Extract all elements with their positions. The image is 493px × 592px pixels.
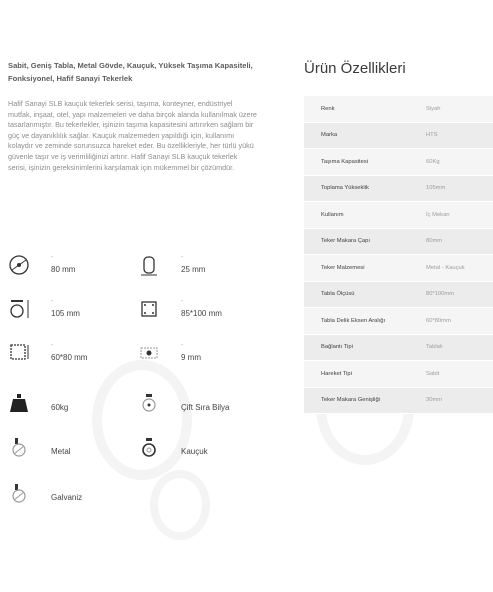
body-material-icon — [8, 436, 30, 458]
spec-item — [138, 342, 258, 376]
coating-icon — [8, 482, 30, 504]
spec-dash: - — [51, 254, 54, 261]
wheel-width-icon — [138, 254, 160, 276]
spec-value: 25 mm — [181, 265, 206, 274]
plate-size-icon — [138, 298, 160, 320]
features-table — [304, 96, 493, 414]
feature-key: Teker Makara Çapı — [321, 238, 370, 245]
spec-value: 60kg — [51, 403, 69, 412]
spec-dash: - — [51, 298, 54, 305]
table-row — [304, 149, 493, 176]
spec-value: Metal — [51, 447, 71, 456]
feature-value: 60Kg — [426, 158, 440, 165]
table-row — [304, 123, 493, 150]
feature-key: Renk — [321, 105, 335, 112]
spec-value: 60*80 mm — [51, 353, 88, 362]
total-height-icon — [8, 298, 30, 320]
spec-value: 9 mm — [181, 353, 201, 362]
feature-value: 30mm — [426, 397, 443, 404]
feature-key: Bağlantı Tipi — [321, 344, 353, 351]
feature-key: Marka — [321, 132, 338, 139]
table-row — [304, 96, 493, 123]
table-row — [304, 388, 493, 415]
spec-dash: - — [51, 342, 54, 349]
wheel-diameter-icon — [8, 254, 30, 276]
features-title: Ürün Özellikleri — [304, 60, 406, 77]
feature-value: 80*100mm — [426, 291, 455, 298]
spec-item — [138, 436, 258, 470]
bolt-hole-icon — [138, 342, 160, 364]
watermark-wheel — [150, 470, 210, 540]
wheel-material-icon — [138, 436, 160, 458]
spec-value: Galvaniz — [51, 493, 83, 502]
spec-item — [8, 254, 128, 288]
feature-value: Siyah — [426, 105, 441, 112]
spec-item — [138, 298, 258, 332]
feature-value: 60*80mm — [426, 317, 451, 324]
spec-item — [138, 254, 258, 288]
hole-spacing-icon — [8, 342, 30, 364]
feature-value: 105mm — [426, 185, 446, 192]
table-row — [304, 176, 493, 203]
feature-key: Tabla Ölçüsü — [321, 291, 355, 298]
spec-value: Kauçuk — [181, 447, 208, 456]
feature-key: Tabla Delik Eksen Aralığı — [321, 317, 386, 324]
spec-item — [8, 298, 128, 332]
feature-value: 80mm — [426, 238, 443, 245]
spec-dash: - — [181, 342, 184, 349]
spec-value: 85*100 mm — [181, 309, 222, 318]
bearing-icon — [138, 392, 160, 414]
table-row — [304, 229, 493, 256]
spec-item — [8, 392, 128, 426]
feature-key: Teker Makara Genişliği — [321, 397, 380, 404]
spec-dash: - — [181, 254, 184, 261]
spec-item — [8, 342, 128, 376]
feature-value: Sabit — [426, 370, 440, 377]
load-weight-icon — [8, 392, 30, 414]
feature-value: Tablalı — [426, 344, 443, 351]
spec-value: 80 mm — [51, 265, 76, 274]
spec-item — [138, 392, 258, 426]
product-description-section — [8, 60, 258, 173]
spec-item — [8, 436, 128, 470]
spec-item — [8, 482, 128, 516]
table-row — [304, 361, 493, 388]
feature-key: Hareket Tipi — [321, 370, 352, 377]
feature-value: Metal - Kauçuk — [426, 264, 465, 271]
table-row — [304, 282, 493, 309]
table-row — [304, 308, 493, 335]
feature-key: Toplama Yükseklik — [321, 185, 369, 192]
feature-value: İç Mekan — [426, 211, 450, 218]
spec-value: Çift Sıra Bilya — [181, 403, 230, 412]
table-row — [304, 202, 493, 229]
table-row — [304, 255, 493, 282]
feature-key: Teker Malzemesi — [321, 264, 365, 271]
table-row — [304, 335, 493, 362]
feature-key: Taşıma Kapasitesi — [321, 158, 369, 165]
spec-dash: - — [181, 298, 184, 305]
feature-key: Kullanım — [321, 211, 344, 218]
feature-value: HTS — [426, 132, 438, 139]
spec-value: 105 mm — [51, 309, 80, 318]
product-title: Sabit, Geniş Tabla, Metal Gövde, Kauçuk, Yüksek Taşıma Kapasiteli, Fonksiyonel, Hafif Sanayi Tekerlek — [8, 61, 253, 83]
product-description: Hafif Sanayi SLB kauçuk tekerlek serisi, taşıma, konteyner, endüstriyel mutfak, inşaat, otel, yapı malzemeleri ve daha birçok alanda kullanılmak üzere tasarlanmıştır. Bu tekerlekler, işinizin taşıma kapasitesini artırırken sağlam bir güç ve dayanıklılık sağlar. Kauçuk malzemeden yapıldığı için, kullanımı kolaydır ve zeminde sorunsuzca hareket eder. Bu özellikleriyle, her türlü yükü güvenle taşır ve iş verimliliğinizi artırır. Hafif Sanayi SLB kauçuk tekerlek serisi, işinizin gereksinimlerini karşılamak için mükemmel bir çözümdür. — [8, 99, 257, 172]
